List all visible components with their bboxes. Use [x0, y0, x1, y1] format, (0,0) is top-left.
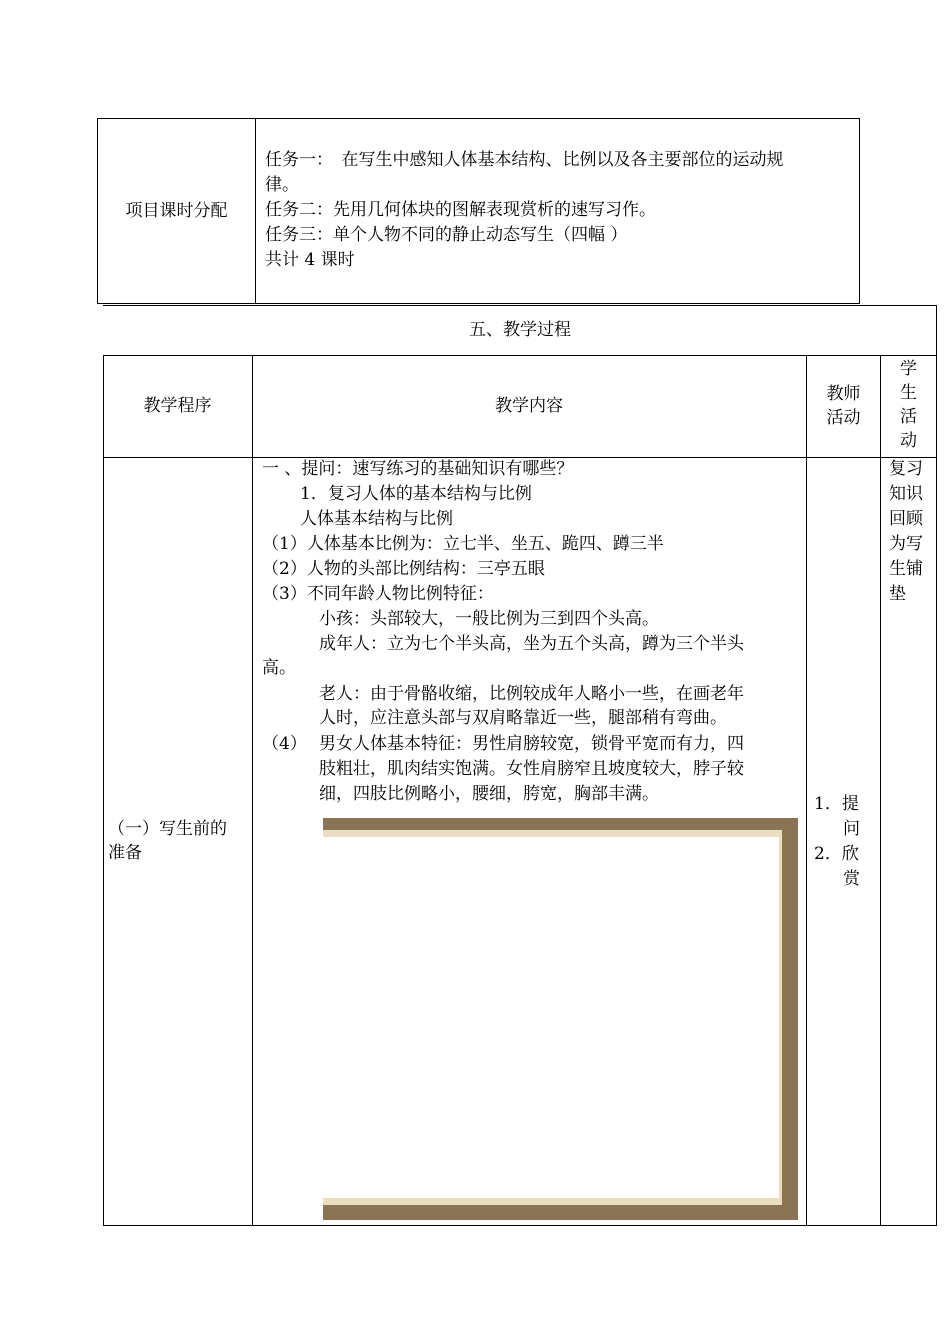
header-teacher: 教师 活动 — [826, 384, 861, 428]
content-line: 小孩：头部较大，一般比例为三到四个头高。 — [319, 609, 659, 629]
content-line: 细，四肢比例略小，腰细，胯宽，胸部丰满。 — [319, 784, 659, 804]
content-line: （1）人体基本比例为：立七半、坐五、跪四、蹲三半 — [262, 534, 664, 554]
frame-top-bar — [323, 818, 798, 830]
task-line-2: 律。 — [265, 175, 299, 195]
teacher-item: 2．欣 — [814, 844, 859, 864]
program-label-2: 准备 — [108, 843, 142, 863]
frame-bottom-bar — [323, 1205, 798, 1220]
task-line-4: 任务三：单个人物不同的静止动态写生（四幅 ） — [265, 225, 628, 245]
content-line: （2）人物的头部比例结构：三亭五眼 — [262, 559, 545, 579]
top-table-border-top — [97, 118, 860, 119]
top-table-divider — [255, 118, 256, 304]
top-table-border-bottom — [97, 303, 860, 304]
column-divider-1 — [252, 355, 253, 1226]
process-table-border-top — [103, 305, 937, 306]
teacher-item: 问 — [843, 819, 860, 839]
program-label: （一）写生前的 — [108, 819, 227, 839]
process-table-border-left — [103, 355, 104, 1226]
teacher-item: 1．提 — [814, 794, 859, 814]
content-line: 肢粗壮，肌肉结实饱满。女性肩膀窄且坡度较大，脖子较 — [319, 759, 744, 779]
content-line: 成年人：立为七个半头高，坐为五个头高，蹲为三个半头 — [319, 634, 744, 654]
content-line: 一 、提问：速写练习的基础知识有哪些？ — [262, 459, 574, 479]
frame-bottom-inner — [323, 1198, 782, 1205]
content-line: 人体基本结构与比例 — [300, 509, 453, 529]
top-table-label: 项目课时分配 — [125, 201, 228, 221]
content-line: 人时，应注意头部与双肩略靠近一些，腿部稍有弯曲。 — [319, 708, 727, 728]
header-content: 教学内容 — [495, 396, 563, 416]
column-divider-3 — [880, 355, 881, 1226]
content-line: 老人：由于骨骼收缩，比例较成年人略小一些，在画老年 — [319, 684, 744, 704]
content-line: （3）不同年龄人物比例特征： — [262, 584, 494, 604]
content-line: 高。 — [262, 658, 296, 678]
student-activity: 复习 知识 回顾 为写 生铺 垫 — [889, 459, 923, 604]
task-line-1: 任务一： 在写生中感知人体基本结构、比例以及各主要部位的运动规 — [265, 150, 784, 170]
section-title: 五、教学过程 — [469, 320, 571, 340]
content-line: （4） — [262, 734, 307, 754]
top-table-border-right — [859, 118, 860, 304]
task-line-5: 共计 4 课时 — [265, 250, 355, 270]
frame-right-bar — [782, 830, 798, 1220]
process-table-border-bottom — [103, 1225, 937, 1226]
teacher-item: 赏 — [843, 869, 860, 889]
header-student: 学 生 活 动 — [900, 359, 917, 451]
frame-top-inner — [323, 830, 782, 837]
task-line-3: 任务二：先用几何体块的图解表现赏析的速写习作。 — [265, 200, 656, 220]
frame-right-inner — [779, 837, 782, 1198]
header-program: 教学程序 — [143, 396, 212, 416]
content-line: 1．复习人体的基本结构与比例 — [300, 484, 532, 504]
content-line: 男女人体基本特征：男性肩膀较宽，锁骨平宽而有力，四 — [319, 734, 744, 754]
title-row-bottom — [103, 355, 937, 356]
process-table-border-right — [936, 305, 937, 1226]
column-divider-2 — [806, 355, 807, 1226]
